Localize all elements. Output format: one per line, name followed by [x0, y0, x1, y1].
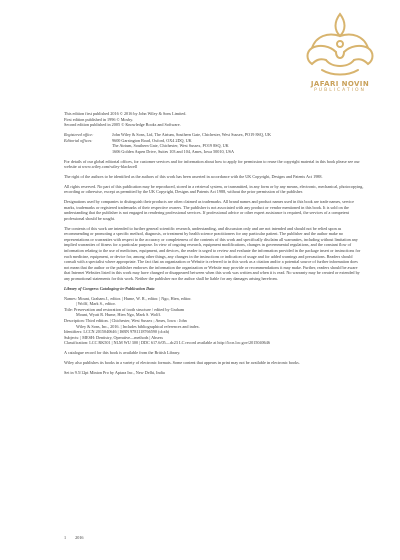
cataloging-in-publication-data [64, 286, 364, 346]
office-addresses [64, 132, 364, 154]
office-address: The Atrium, Southern Gate, Chichester, West Sussex, PO19 8SQ, UK [112, 143, 229, 149]
cip-line: Subjects: | MESH: Dentistry, Operative—methods | Absess [64, 334, 163, 340]
edition-line: First edition published in 1996 © Mosby. [64, 116, 134, 122]
printing-number: 1 [64, 535, 67, 540]
author-rights-paragraph: The right of the authors to be identified as the authors of this work has been asserted in accordance with the UK Copyright, Designs and Patents Act 1988. [64, 173, 323, 179]
edition-line: Second edition published in 2005 © Knowledge Books and Software. [64, 122, 181, 128]
cip-line: Classification: LCC RK501 | NLM WU 300 | DDC 617.6/05—dc23 LC record available at http://lccn.loc.gov/2015040646 [64, 340, 270, 346]
office-address: John Wiley & Sons, Ltd, The Atrium, Southern Gate, Chichester, West Sussex, PO19 8SQ, UK [112, 131, 272, 137]
cip-line: | Wolff, Mark S., editor. [76, 301, 116, 307]
cip-line: Mount, Wyatt R. Hume, Hien Ngo, Mark S. Wolff. [76, 312, 162, 318]
office-address: 9600 Garsington Road, Oxford, OX4 2DQ, UK [112, 137, 192, 143]
cip-line: Title: Preservation and restoration of tooth structure / edited by Graham [64, 306, 185, 312]
copyright-page-body [64, 111, 364, 379]
cip-line: Description: Third edition. | Chichester, West Sussex ; Ames, Iowa : John [64, 317, 187, 323]
office-address: 1606 Golden Aspen Drive, Suites 103 and 104, Ames, Iowa 50010, USA [112, 148, 235, 154]
office-row [64, 149, 364, 155]
trademarks-paragraph: Designations used by companies to distinguish their products are often claimed as trademarks. All brand names and product names used in this book are trade names, service marks, trademarks or registered trademarks of their respective owners. The publisher is not associated with any product or vendor mentioned in this book. It is sold on the understanding that the publisher is not engaged in rendering professional services. If professional advice or other expert assistance is required, the services of a competent professional should be sought. [64, 199, 355, 221]
office-label: Registered office: [64, 131, 94, 137]
cip-title: Library of Congress Cataloging-in-Publication Data [64, 285, 155, 291]
printing-year: 2016 [75, 535, 84, 540]
printing-line [64, 535, 92, 541]
permissions-paragraph: For details of our global editorial offices, for customer services and for information about how to apply for permission to reuse the copyright material in this book please see our website at www.wiley.com/wiley-blackwell [64, 158, 360, 170]
office-label: Editorial offices: [64, 137, 93, 143]
cip-line: Identifiers: LCCN 2015040646 | ISBN 9781118766590 (cloth) [64, 329, 170, 335]
disclaimer-paragraph: The contents of this work are intended to further general scientific research, understanding, and discussion only and are not intended and should not be relied upon as recommending or promoting a specific method, diagnosis, or treatment by health science practitioners for any particular patient. The publisher and the author make no representations or warranties with respect to the accuracy or completeness of the contents of this work and specifically disclaim all warranties, including without limitation any implied warranties of fitness for a particular purpose. In view of ongoing research, equipment modifications, changes in governmental regulations, and the constant flow of information relating to the use of medicines, equipment, and devices, the reader is urged to review and evaluate the information provided in the package insert or instructions for each medicine, equipment, or device for, among other things, any changes in the instructions or indication of usage and for added warnings and precautions. Readers should consult with a specialist where appropriate. The fact that an organization or Website is referred to in this work as a citation and/or a potential source of further information does not mean that the author or the publisher endorses the information the organization or Website may provide or recommendations it may make. Further, readers should be aware that Internet Websites listed in this work may have changed or disappeared between when this work was written and when it is read. No warranty may be created or extended by any promotional statements for this work. Neither the publisher nor the author shall be liable for any damages arising herefrom. [64, 225, 361, 281]
cip-line: Wiley & Sons, Inc., 2016. | Includes bibliographical references and index. [76, 323, 200, 329]
edition-line: This edition first published 2016 © 2016 by John Wiley & Sons Limited. [64, 111, 187, 116]
publisher-logo [290, 8, 390, 108]
edition-history [64, 111, 364, 128]
typesetting-paragraph: Set in 9.5/12pt Minion Pro by Aptara Inc., New Delhi, India [64, 369, 165, 375]
cip-line: Names: Mount, Graham J., editor. | Hume, W. R., editor. | Ngo, Hien, editor. [64, 295, 192, 301]
all-rights-reserved-paragraph: All rights reserved. No part of this publication may be reproduced, stored in a retrieval system, or transmitted, in any form or by any means, electronic, mechanical, photocopying, recording or otherwise, except as permitted by the UK Copyright, Designs and Patents Act 1988, without the prior permission of the publisher. [64, 183, 364, 195]
ornament-icon [298, 8, 382, 80]
catalogue-record-paragraph: A catalogue record for this book is available from the British Library. [64, 350, 181, 356]
electronic-formats-paragraph: Wiley also publishes its books in a variety of electronic formats. Some content that appears in print may not be available in electronic books. [64, 359, 300, 365]
office-label [64, 149, 112, 155]
publisher-name: JAFARI NOVIN [310, 80, 370, 88]
publisher-subtitle: PUBLICATION [314, 88, 366, 93]
